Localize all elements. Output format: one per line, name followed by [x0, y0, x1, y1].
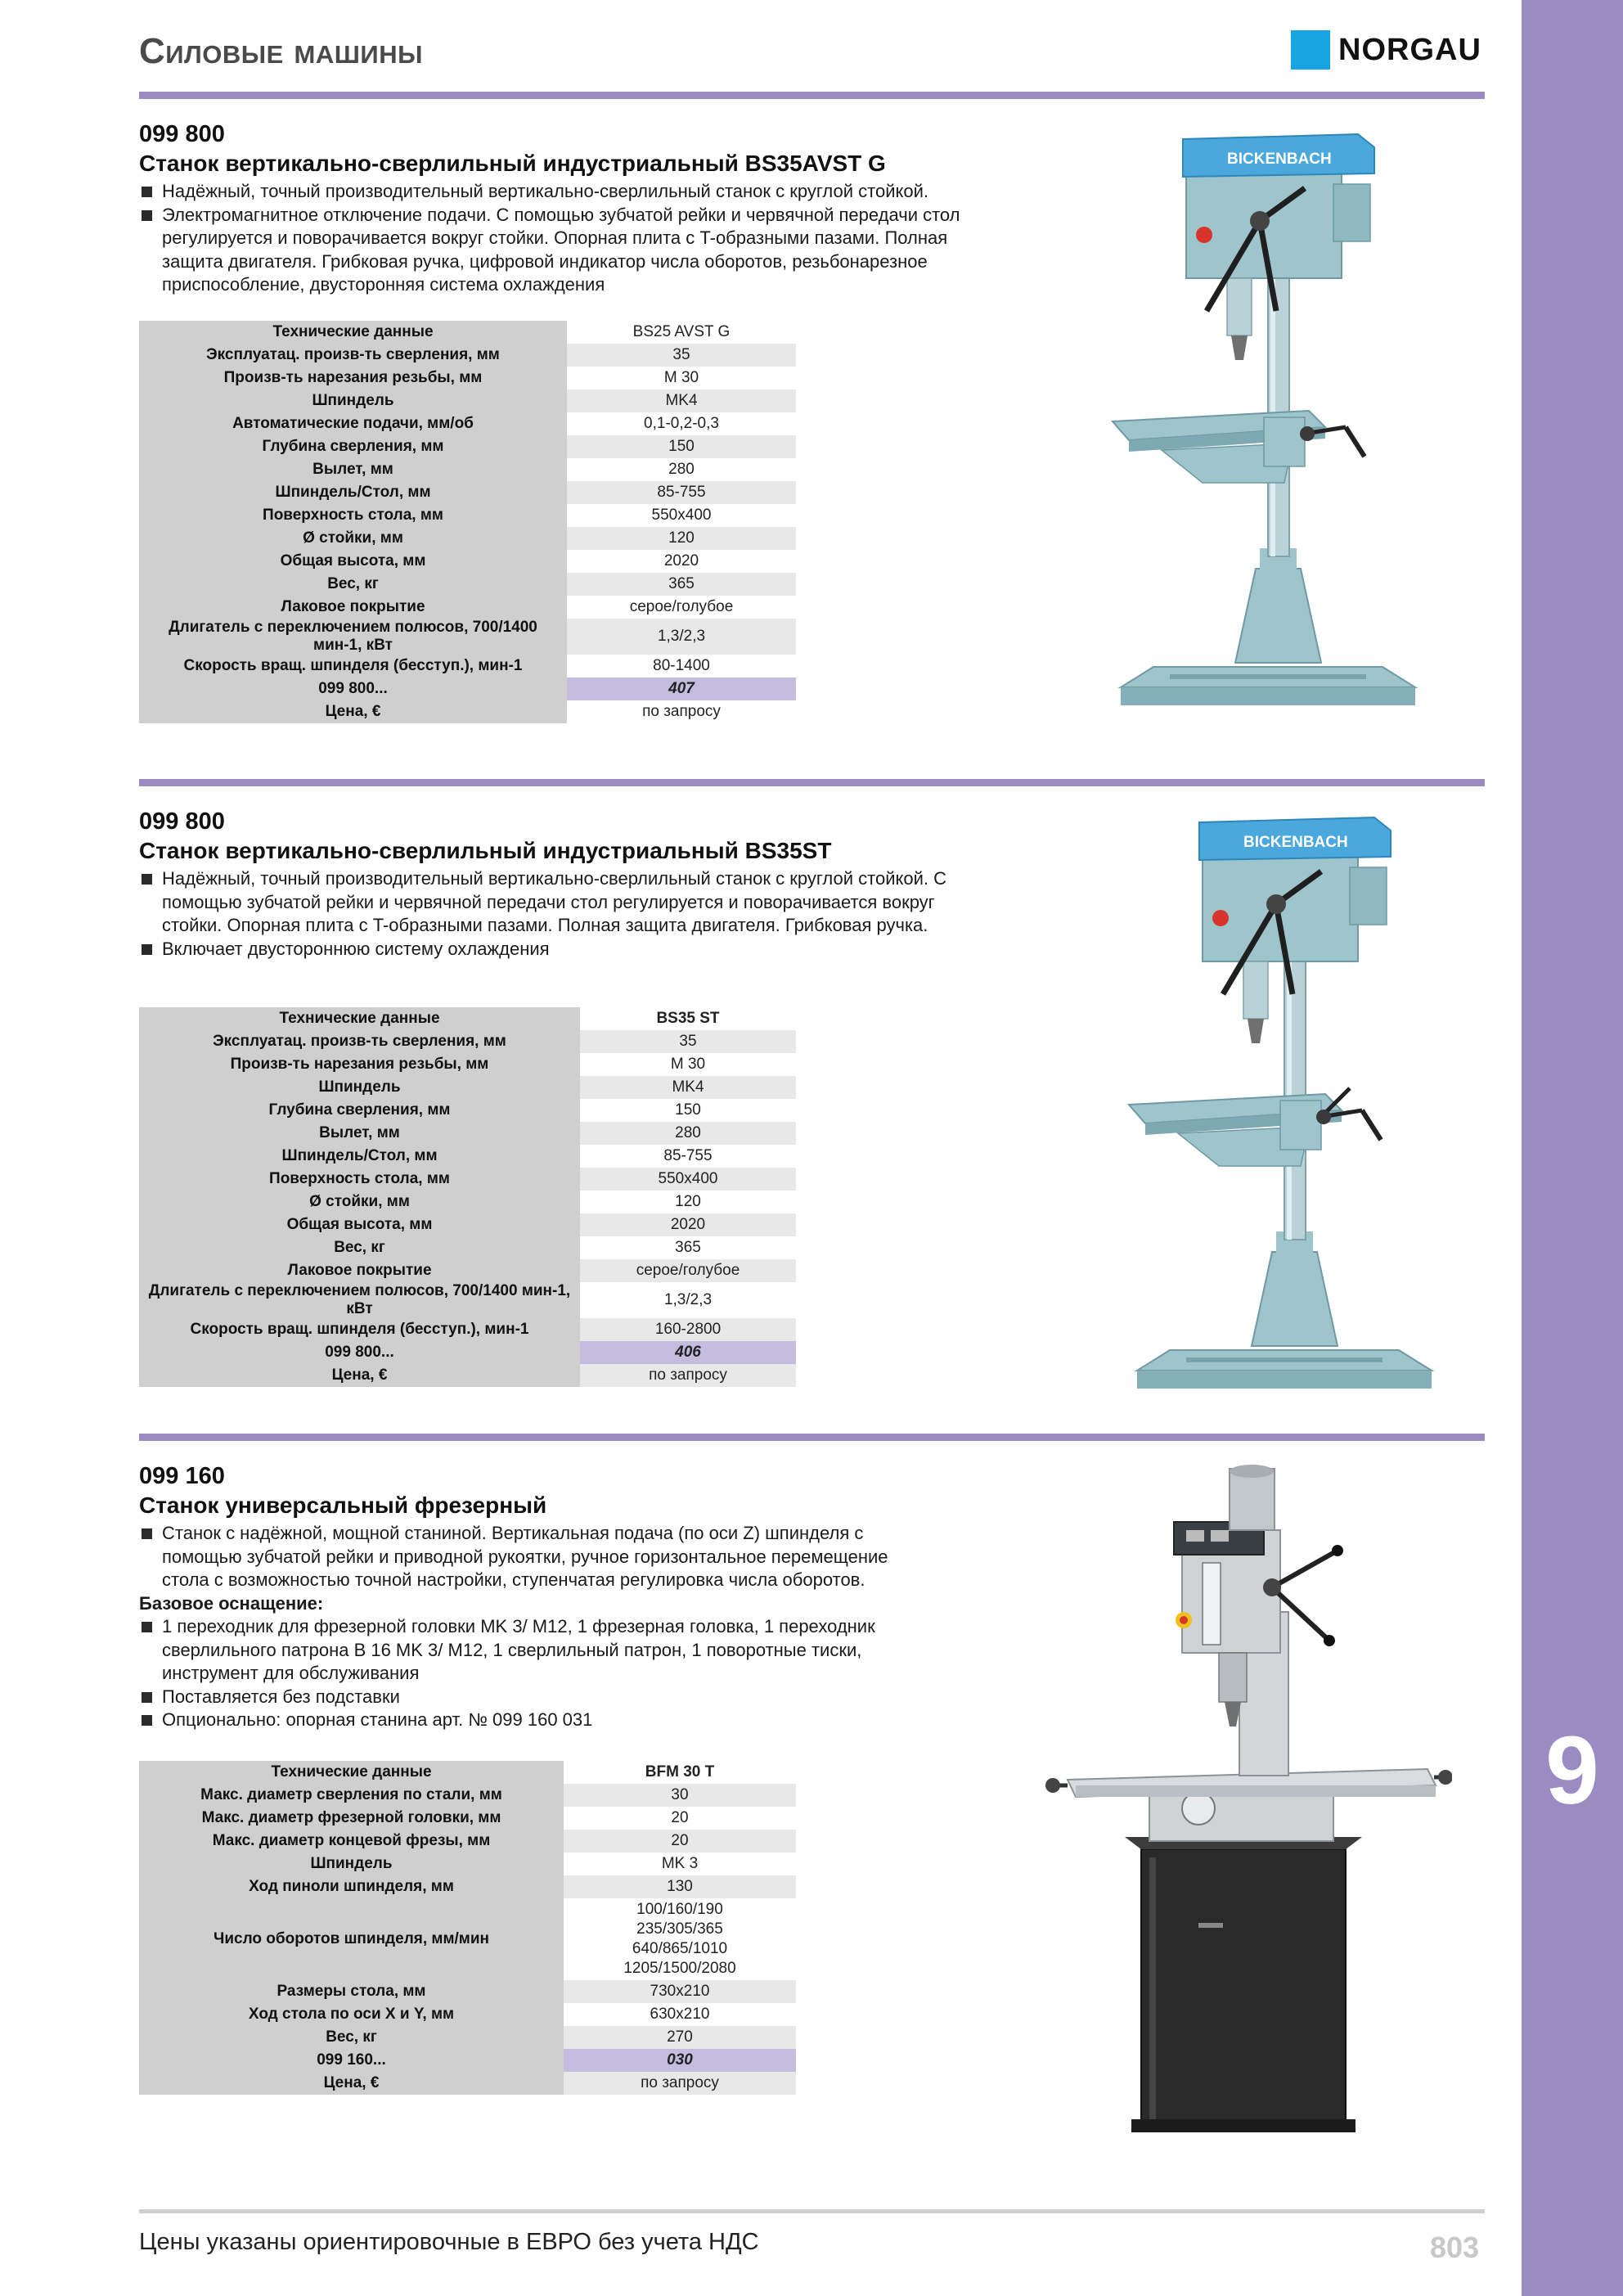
spec-key-cell: Вес, кг [139, 1236, 580, 1259]
list-item: Опционально: опорная станина арт. № 099 160 031 [139, 1708, 924, 1732]
table-row [139, 344, 796, 367]
table-row [139, 700, 796, 723]
list-item: Станок с надёжной, мощной станиной. Вертикальная подача (по оси Z) шпинделя с помощью зубчатой рейки и приводной рукоятки, ручное горизонтальное перемещение стола с возможностью точной настройки, ступенчатая регулировка числа оборотов. [139, 1522, 924, 1592]
spec-key-cell: Шпиндель [139, 1076, 580, 1099]
product-2-article: 099 800 [139, 808, 225, 835]
list-item: 1 переходник для фрезерной головки MK 3/ M12, 1 фрезерная головка, 1 переходник сверлильного патрона B 16 MK 3/ M12, 1 сверлильный патрон, 1 поворотные тиски, инструмент для обслуживания [139, 1615, 924, 1686]
table-row [139, 504, 796, 527]
table-row [139, 1761, 796, 1784]
list-item: Надёжный, точный производительный вертикально-сверлильный станок с круглой стойкой. [139, 180, 1006, 204]
spec-value-cell: 130 [564, 1875, 796, 1898]
spec-value-cell: 270 [564, 2026, 796, 2049]
table-row [139, 481, 796, 504]
spec-value-cell: M 30 [580, 1053, 796, 1076]
table-row [139, 1807, 796, 1830]
table-row [139, 2026, 796, 2049]
product-1-title: Станок вертикально-сверлильный индустриальный BS35AVST G [139, 151, 886, 176]
table-row [139, 1980, 796, 2003]
table-row [139, 1236, 796, 1259]
spec-key-cell: Поверхность стола, мм [139, 504, 567, 527]
spec-key-cell: Лаковое покрытие [139, 1259, 580, 1282]
spec-key-cell: 099 800... [139, 1341, 580, 1364]
spec-value-cell: 2020 [580, 1213, 796, 1236]
section-rule [139, 779, 1485, 786]
spec-value-cell: MK 3 [564, 1853, 796, 1875]
spec-key-cell: Шпиндель/Стол, мм [139, 1145, 580, 1168]
spec-value-cell: MK4 [580, 1076, 796, 1099]
table-row [139, 678, 796, 700]
table-row [139, 550, 796, 573]
spec-key-cell: Цена, € [139, 2072, 564, 2095]
spec-key-cell: Макс. диаметр концевой фрезы, мм [139, 1830, 564, 1853]
spec-key-cell: Произв-ть нарезания резьбы, мм [139, 367, 567, 389]
list-item: Поставляется без подставки [139, 1686, 924, 1709]
table-row [139, 2049, 796, 2072]
table-row [139, 321, 796, 344]
brand-plate-text: BICKENBACH [1227, 151, 1332, 168]
spec-key-cell: Технические данные [139, 321, 567, 344]
table-row [139, 367, 796, 389]
table-row [139, 1122, 796, 1145]
table-row [139, 1364, 796, 1387]
table-row [139, 1191, 796, 1213]
table-row [139, 1076, 796, 1099]
spec-key-cell: Вес, кг [139, 573, 567, 596]
spec-value-cell: серое/голубое [567, 596, 796, 619]
table-row [139, 1853, 796, 1875]
table-row [139, 1784, 796, 1807]
spec-key-cell: Шпиндель [139, 389, 567, 412]
spec-key-cell: Цена, € [139, 1364, 580, 1387]
spec-key-cell: Шпиндель [139, 1853, 564, 1875]
spec-value-cell: 160-2800 [580, 1318, 796, 1341]
spec-key-cell: Вылет, мм [139, 458, 567, 481]
spec-value-cell: 730x210 [564, 1980, 796, 2003]
spec-value-cell: 20 [564, 1830, 796, 1853]
spec-key-cell: Ø стойки, мм [139, 1191, 580, 1213]
table-row [139, 2072, 796, 2095]
spec-value-cell: MK4 [567, 389, 796, 412]
product-3-article: 099 160 [139, 1463, 225, 1489]
spec-key-cell: Ход пиноли шпинделя, мм [139, 1875, 564, 1898]
spec-value-cell: 406 [580, 1341, 796, 1364]
spec-value-cell: 35 [580, 1030, 796, 1053]
table-row [139, 1099, 796, 1122]
product-2-title: Станок вертикально-сверлильный индустриальный BS35ST [139, 838, 832, 863]
spec-value-cell: 150 [580, 1099, 796, 1122]
product-1-spec-table [139, 321, 796, 723]
spec-key-cell: Эксплуатац. произв-ть сверления, мм [139, 1030, 580, 1053]
spec-key-cell: Число оборотов шпинделя, мм/мин [139, 1898, 564, 1980]
table-row [139, 1030, 796, 1053]
spec-key-cell: Лаковое покрытие [139, 596, 567, 619]
spec-value-cell: 35 [567, 344, 796, 367]
spec-value-cell: 365 [567, 573, 796, 596]
spec-key-cell: Вес, кг [139, 2026, 564, 2049]
table-row [139, 619, 796, 655]
list-item: Электромагнитное отключение подачи. С помощью зубчатой рейки и червячной передачи стол регулируется и поворачивается вокруг стойки. Опорная плита с T-образными пазами. Полная защита двигателя. Грибковая ручка, цифровой индикатор числа оборотов, резьбонарезное приспособление, двусторонняя система охлаждения [139, 204, 1006, 297]
spec-key-cell: Глубина сверления, мм [139, 1099, 580, 1122]
spec-key-cell: Ход стола по оси X и Y, мм [139, 2003, 564, 2026]
spec-value-cell: 120 [580, 1191, 796, 1213]
spec-key-cell: Ø стойки, мм [139, 527, 567, 550]
spec-key-cell: Поверхность стола, мм [139, 1168, 580, 1191]
product-1-article: 099 800 [139, 121, 225, 147]
spec-key-cell: Длигатель с переключением полюсов, 700/1400 мин-1, кВт [139, 619, 567, 655]
spec-value-cell: 030 [564, 2049, 796, 2072]
table-row [139, 1341, 796, 1364]
spec-value-cell: по запросу [580, 1364, 796, 1387]
list-item: Включает двустороннюю систему охлаждения [139, 938, 982, 961]
product-3-spec-table [139, 1761, 796, 2095]
product-1-drill-press-image [1104, 123, 1448, 712]
spec-key-cell: Скорость вращ. шпинделя (бесступ.), мин-1 [139, 1318, 580, 1341]
table-row [139, 458, 796, 481]
spec-value-cell: серое/голубое [580, 1259, 796, 1282]
table-row [139, 1282, 796, 1318]
spec-key-cell: Скорость вращ. шпинделя (бесступ.), мин-1 [139, 655, 567, 678]
spec-key-cell: Общая высота, мм [139, 550, 567, 573]
spec-key-cell: Технические данные [139, 1007, 580, 1030]
spec-key-cell: Произв-ть нарезания резьбы, мм [139, 1053, 580, 1076]
spec-key-cell: Макс. диаметр сверления по стали, мм [139, 1784, 564, 1807]
spec-value-cell: BS35 ST [580, 1007, 796, 1030]
spec-value-cell: 85-755 [567, 481, 796, 504]
spec-value-cell: 365 [580, 1236, 796, 1259]
spec-key-cell: Глубина сверления, мм [139, 435, 567, 458]
price-note: Цены указаны ориентировочные в ЕВРО без учета НДС [139, 2229, 759, 2255]
table-row [139, 1830, 796, 1853]
table-row [139, 1875, 796, 1898]
spec-value-cell: 280 [567, 458, 796, 481]
spec-key-cell: Автоматические подачи, мм/об [139, 412, 567, 435]
spec-value-cell: 280 [580, 1122, 796, 1145]
spec-value-cell: M 30 [567, 367, 796, 389]
table-row [139, 1168, 796, 1191]
footer-rule [139, 2209, 1485, 2213]
table-row [139, 1053, 796, 1076]
section-rule [139, 1434, 1485, 1441]
spec-key-cell: Технические данные [139, 1761, 564, 1784]
spec-key-cell: Размеры стола, мм [139, 1980, 564, 2003]
page-number: 803 [1430, 2231, 1480, 2264]
table-row [139, 1318, 796, 1341]
product-2-description [139, 867, 982, 961]
spec-value-cell: 550x400 [580, 1168, 796, 1191]
spec-value-cell: 30 [564, 1784, 796, 1807]
section-title: Силовые машины [139, 31, 423, 71]
spec-value-cell: 630x210 [564, 2003, 796, 2026]
table-row [139, 1145, 796, 1168]
product-2-drill-press-image [1121, 806, 1464, 1403]
spec-value-cell: 85-755 [580, 1145, 796, 1168]
table-row [139, 435, 796, 458]
spec-key-cell: 099 800... [139, 678, 567, 700]
spec-value-cell: 1,3/2,3 [580, 1282, 796, 1318]
list-item: Надёжный, точный производительный вертикально-сверлильный станок с круглой стойкой. С помощью зубчатой рейки и червячной передачи стол регулируется и поворачивается вокруг стойки. Опорная плита с T-образными пазами. Полная защита двигателя. Грибковая ручка. [139, 867, 982, 938]
product-3-description [139, 1522, 924, 1732]
spec-value-cell: BS25 AVST G [567, 321, 796, 344]
logo-text: NORGAU [1338, 32, 1481, 67]
spec-value-cell: по запросу [564, 2072, 796, 2095]
spec-value-cell: 1,3/2,3 [567, 619, 796, 655]
table-row [139, 2003, 796, 2026]
spec-value-cell: 0,1-0,2-0,3 [567, 412, 796, 435]
logo-square-icon [1291, 30, 1330, 70]
product-3-milling-machine-image [1043, 1465, 1452, 2136]
table-row [139, 596, 796, 619]
table-row [139, 655, 796, 678]
chapter-number: 9 [1545, 1717, 1599, 1825]
spec-key-cell: 099 160... [139, 2049, 564, 2072]
product-2-spec-table [139, 1007, 796, 1387]
equipment-subhead: Базовое оснащение: [139, 1592, 324, 1614]
spec-key-cell: Шпиндель/Стол, мм [139, 481, 567, 504]
spec-value-cell: 120 [567, 527, 796, 550]
spec-key-cell: Длигатель с переключением полюсов, 700/1400 мин-1, кВт [139, 1282, 580, 1318]
spec-key-cell: Эксплуатац. произв-ть сверления, мм [139, 344, 567, 367]
spec-value-cell: 100/160/190 235/305/365 640/865/1010 1205/1500/2080 [564, 1898, 796, 1980]
brand-logo [1291, 29, 1481, 70]
spec-key-cell: Вылет, мм [139, 1122, 580, 1145]
table-row [139, 1898, 796, 1980]
brand-plate-text: BICKENBACH [1243, 834, 1348, 851]
spec-value-cell: BFM 30 T [564, 1761, 796, 1784]
spec-value-cell: 80-1400 [567, 655, 796, 678]
table-row [139, 412, 796, 435]
table-row [139, 1259, 796, 1282]
table-row [139, 1007, 796, 1030]
spec-key-cell: Цена, € [139, 700, 567, 723]
spec-value-cell: 2020 [567, 550, 796, 573]
chapter-sidebar [1522, 0, 1623, 2296]
spec-key-cell: Макс. диаметр фрезерной головки, мм [139, 1807, 564, 1830]
spec-value-cell: 20 [564, 1807, 796, 1830]
table-row [139, 527, 796, 550]
spec-value-cell: 150 [567, 435, 796, 458]
product-1-description [139, 180, 1006, 297]
product-3-title: Станок универсальный фрезерный [139, 1492, 547, 1518]
table-row [139, 1213, 796, 1236]
spec-value-cell: 550x400 [567, 504, 796, 527]
spec-value-cell: 407 [567, 678, 796, 700]
spec-value-cell: по запросу [567, 700, 796, 723]
table-row [139, 573, 796, 596]
header-rule [139, 92, 1485, 99]
table-row [139, 389, 796, 412]
spec-key-cell: Общая высота, мм [139, 1213, 580, 1236]
sidebar-gap [1509, 0, 1522, 2296]
